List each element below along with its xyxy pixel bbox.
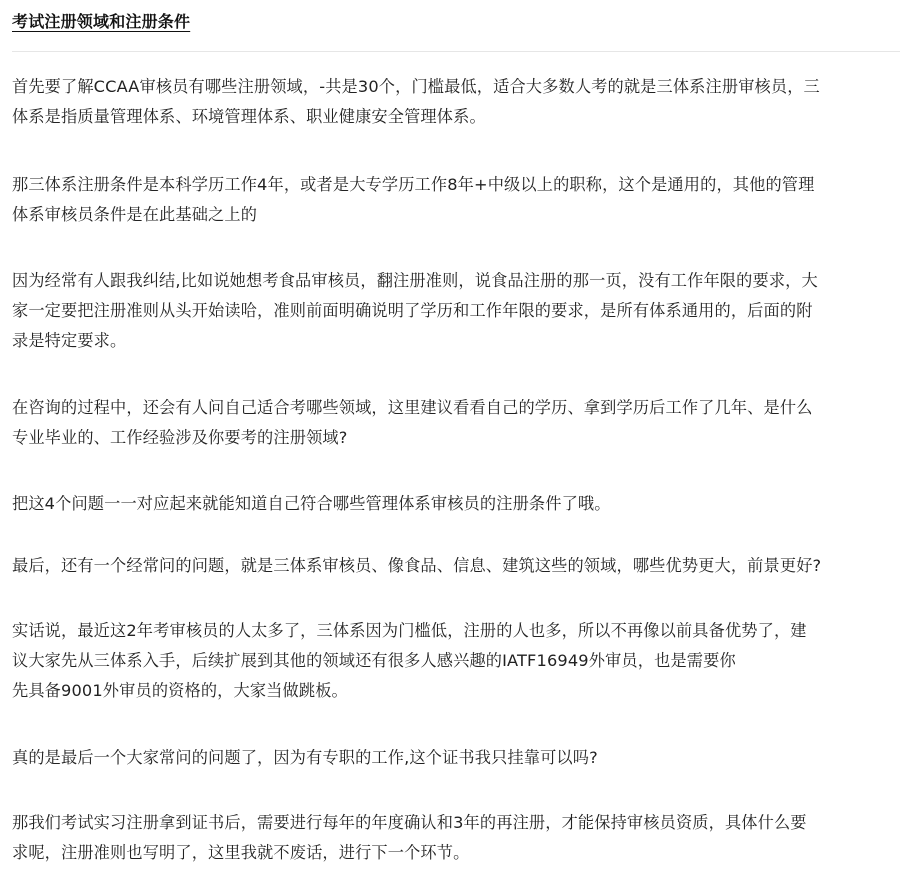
paragraph-4: 在咨询的过程中，还会有人问自己适合考哪些领域，这里建议看看自己的学历、拿到学历后工作了几年、是什么 专业毕业的、工作经验涉及你要考的注册领域? (12, 398, 813, 447)
paragraph-6: 最后，还有一个经常问的问题，就是三体系审核员、像食品、信息、建筑这些的领域，哪些优势更大，前景更好? (12, 556, 822, 575)
paragraph-7: 实话说，最近这2年考审核员的人太多了，三体系因为门槛低，注册的人也多，所以不再像以前具备优势了，建 议大家先从三体系入手，后续扩展到其他的领域还有很多人感兴趣的IATF16949外审员，也是需要你 先具备9001外审员的资格的，大家当做跳板。 (12, 621, 807, 700)
paragraph-9: 那我们考试实习注册拿到证书后，需要进行每年的年度确认和3年的再注册，才能保持审核员资质，具体什么要 求呢，注册准则也写明了，这里我就不废话，进行下一个环节。 (12, 813, 807, 862)
article-header (12, 0, 905, 41)
paragraph-5: 把这4个问题一一对应起来就能知道自己符合哪些管理体系审核员的注册条件了哦。 (12, 494, 611, 513)
article (12, 0, 905, 862)
article-title: 考试注册领域和注册条件 (12, 12, 191, 31)
paragraph-2: 那三体系注册条件是本科学历工作4年，或者是大专学历工作8年+中级以上的职称，这个是通用的，其他的管理 体系审核员条件是在此基础之上的 (12, 175, 815, 224)
paragraph-3: 因为经常有人跟我纠结,比如说她想考食品审核员，翻注册准则，说食品注册的那一页，没有工作年限的要求，大 家一定要把注册准则从头开始读哈，准则前面明确说明了学历和工作年限的要求，是所有体系通用的，后面的附 录是特定要求。 (12, 271, 818, 350)
paragraph-1: 首先要了解CCAA审核员有哪些注册领域，-共是30个，门槛最低，适合大多数人考的就是三体系注册审核员，三 体系是指质量管理体系、环境管理体系、职业健康安全管理体系。 (12, 77, 820, 126)
title-divider (12, 51, 900, 52)
paragraph-8: 真的是最后一个大家常问的问题了，因为有专职的工作,这个证书我只挂靠可以吗? (12, 748, 598, 767)
